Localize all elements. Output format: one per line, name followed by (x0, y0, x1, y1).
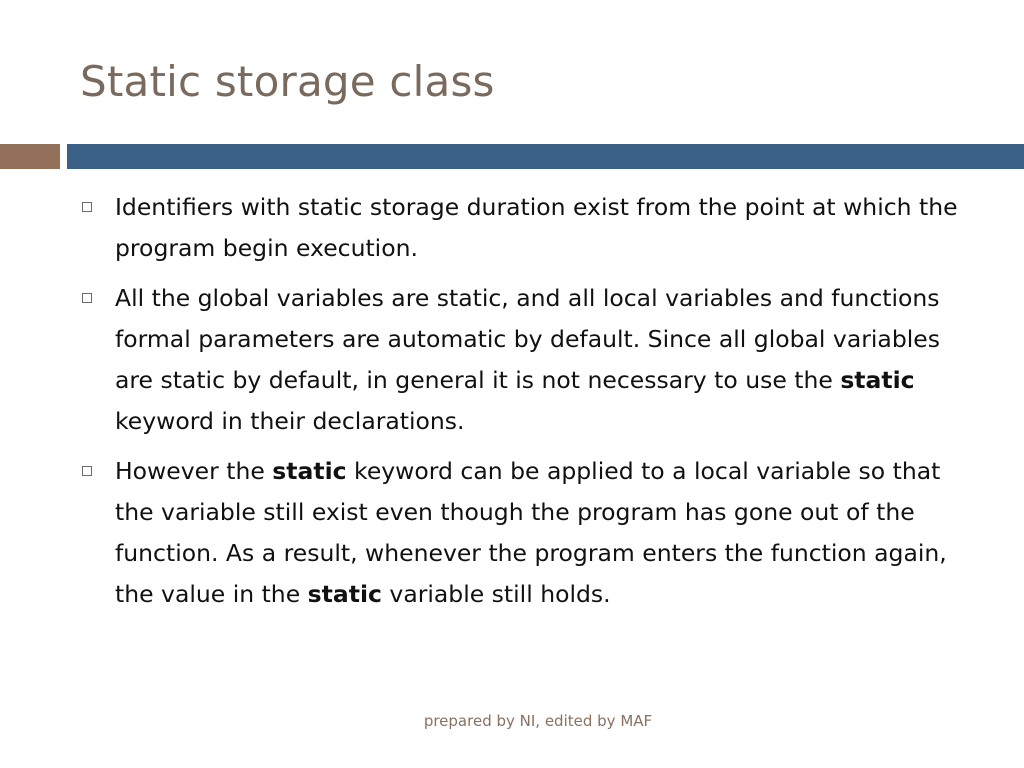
title-divider-bar (67, 144, 1024, 169)
bullet-text: keyword can be applied to a local variable so that the variable still exist even though the program has gone out of the function. As a result, whenever the program enters the function again, the value in the (115, 457, 947, 608)
bullet-text: Identifiers with static storage duration exist from the point at which the program begin execution. (115, 193, 958, 262)
hollow-square-bullet-icon (82, 202, 92, 212)
bullet-text: variable still holds. (381, 580, 611, 608)
title-accent-bar (0, 144, 60, 169)
hollow-square-bullet-icon (82, 293, 92, 303)
bullet-text: All the global variables are static, and all local variables and functions formal parameters are automatic by default. Since all global variables are static by default, in general it is not necessary to use the (115, 284, 940, 394)
hollow-square-bullet-icon (82, 466, 92, 476)
static-keyword: static (840, 366, 915, 394)
bullet-item (76, 187, 976, 269)
slide-title: Static storage class (80, 57, 495, 106)
bullet-item (76, 451, 976, 615)
bullet-text: However the (115, 457, 273, 485)
bullet-item (76, 278, 976, 442)
static-keyword: static (272, 457, 347, 485)
bullet-text: keyword in their declarations. (115, 407, 465, 435)
slide-footer: prepared by NI, edited by MAF (423, 712, 653, 730)
static-keyword: static (307, 580, 382, 608)
bullet-list (76, 187, 976, 624)
